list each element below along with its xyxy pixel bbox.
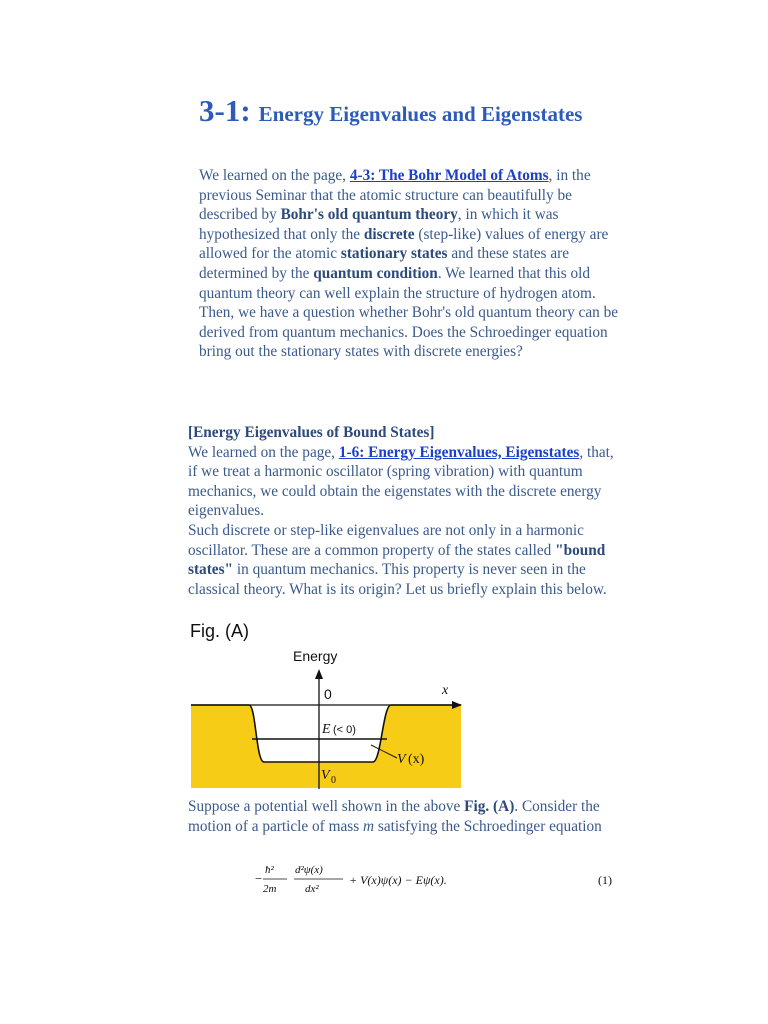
equation-hbar-squared: ħ² [265, 864, 274, 876]
intro-bold-quantum-condition: quantum condition [313, 264, 438, 282]
suppose-bold-fig: Fig. (A) [464, 798, 515, 815]
bound-text-2: , that, if we treat a harmonic oscillator (spring vibration) with quantum mechanics, we could obtain the eigenstates with the discrete energy eigenvalues. [188, 443, 614, 520]
suppose-text-2: . Consider the motion of a particle of mass [188, 798, 600, 835]
intro-bold-discrete: discrete [363, 225, 415, 243]
intro-paragraph [199, 166, 624, 362]
equation-two-m: 2m [263, 883, 277, 895]
intro-text-4: (step-like) values of energy are allowed for the atomic [199, 225, 609, 263]
intro-text-7: Then, we have a question whether Bohr's old quantum theory can be derived from quantum mechanics. Does the Schroedinger equation bring out the stationary states with discrete energies? [199, 304, 619, 361]
section-heading: [Energy Eigenvalues of Bound States] [188, 424, 435, 441]
y-axis-arrow [315, 669, 323, 679]
title-number: 3-1: [199, 93, 251, 128]
potential-function-label: V [397, 752, 406, 767]
intro-text-2: , in the previous Seminar that the atomic structure can beautifully be described by [199, 167, 591, 224]
bohr-model-link[interactable]: 4-3: The Bohr Model of Atoms [349, 167, 549, 184]
origin-label: 0 [324, 686, 332, 702]
suppose-text-3: satisfying the Schroedinger equation [374, 817, 602, 835]
equation-second-derivative: d²ψ(x) [295, 864, 323, 876]
x-axis-label: x [442, 683, 449, 698]
figure-a-potential-well [186, 617, 476, 795]
y-axis-label: Energy [293, 648, 338, 664]
intro-text-3: , in which it was hypothesized that only the [199, 206, 559, 243]
suppose-text-1: Suppose a potential well shown in the above [188, 798, 465, 815]
title-text: Energy Eigenvalues and Eigenstates [258, 102, 583, 126]
well-depth-label: V [321, 768, 330, 783]
bound-text-3: Such discrete or step-like eigenvalues are not only in a harmonic oscillator. These are a common property of the states called [188, 521, 584, 559]
mass-symbol: m [363, 817, 375, 835]
intro-text-6: . We learned that this old quantum theory can well explain the structure of hydrogen atom. [199, 264, 596, 302]
intro-bold-stationary: stationary states [340, 245, 448, 263]
bound-bold-bound-states: "bound states" [188, 541, 606, 579]
energy-condition-label: (< 0) [333, 724, 356, 736]
bound-text-4: in quantum mechanics. This property is never seen in the classical theory. What is its origin? Let us briefly explain this below. [188, 561, 607, 598]
equation-remainder: + V(x)ψ(x) − Eψ(x). [349, 873, 447, 887]
intro-text-5: and these states are determined by the [199, 245, 569, 282]
suppose-paragraph [188, 797, 624, 836]
figure-label: Fig. (A) [190, 621, 250, 641]
intro-text-1: We learned on the page, [199, 167, 350, 184]
energy-level-label: E [322, 722, 331, 737]
equation-number: (1) [598, 873, 612, 887]
equation-dx-squared: dx² [305, 883, 319, 895]
schroedinger-equation [255, 860, 625, 898]
bound-text-1: We learned on the page, [188, 443, 339, 461]
well-depth-subscript: 0 [331, 775, 336, 786]
eigenvalues-link[interactable]: 1-6: Energy Eigenvalues, Eigenstates [338, 443, 580, 461]
page-title [199, 92, 582, 129]
potential-function-arg: (x) [408, 752, 425, 767]
bound-states-paragraph [188, 423, 624, 599]
intro-bold-bohr-theory: Bohr's old quantum theory [280, 206, 458, 224]
equation-minus: − [255, 871, 263, 886]
